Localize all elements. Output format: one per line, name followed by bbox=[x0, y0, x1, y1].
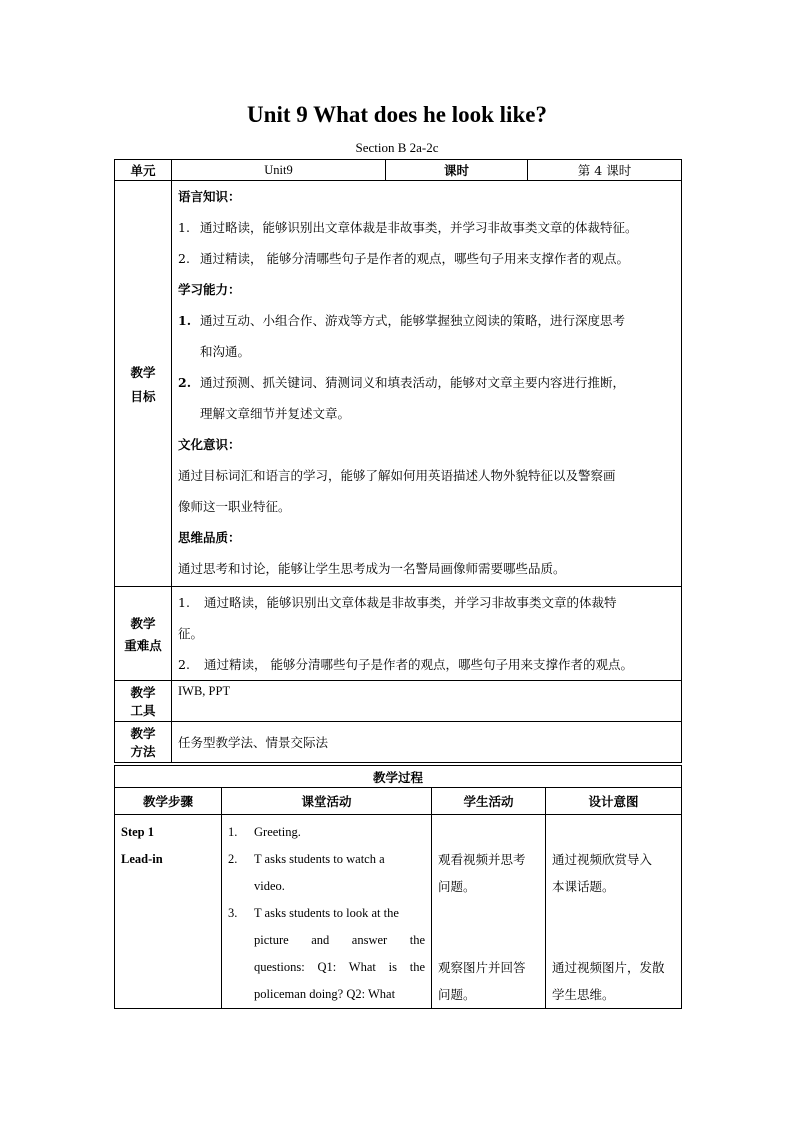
objectives-content bbox=[172, 181, 682, 587]
culture-text-1: 通过目标词汇和语言的学习，能够了解如何用英语描述人物外貌特征以及警察画 bbox=[178, 468, 616, 483]
key-point-2: 2. 通过精读， 能够分清哪些句子是作者的观点，哪些句子用来支撑作者的观点。 bbox=[178, 657, 633, 672]
ability-item-1-cont: 和沟通。 bbox=[200, 344, 251, 359]
col-intent: 设计意图 bbox=[546, 788, 682, 815]
key-point-1: 1. 通过略读，能够识别出文章体裁是非故事类，并学习非故事类文章的体裁特 bbox=[178, 595, 617, 610]
process-columns-row bbox=[115, 788, 682, 815]
page-subtitle: Section B 2a-2c bbox=[355, 140, 439, 155]
language-item-1: 1. 通过略读，能够识别出文章体裁是非故事类，并学习非故事类文章的体裁特征。 bbox=[178, 220, 638, 235]
key-points-label: 教学 重难点 bbox=[115, 587, 172, 681]
key-points-content bbox=[172, 587, 682, 681]
culture-text-2: 像师这一职业特征。 bbox=[178, 499, 291, 514]
objectives-label: 教学 目标 bbox=[115, 181, 172, 587]
period-label: 课时 bbox=[386, 160, 528, 181]
ability-heading: 学习能力： bbox=[178, 282, 241, 297]
language-heading: 语言知识： bbox=[178, 189, 241, 204]
step-1-student: 观看视频并思考 问题。 观察图片并回答 问题。 bbox=[432, 815, 546, 1009]
ability-item-1: 1. 通过互动、小组合作、游戏等方式，能够掌握独立阅读的策略，进行深度思考 bbox=[178, 313, 626, 328]
ability-item-2: 2. 通过预测、抓关键词、猜测词义和填表活动，能够对文章主要内容进行推断， bbox=[178, 375, 626, 390]
methods-label: 教学 方法 bbox=[115, 722, 172, 763]
methods-row bbox=[115, 722, 682, 763]
col-steps: 教学步骤 bbox=[115, 788, 222, 815]
step-1-activities: 1. Greeting. 2. T asks students to watch a video. 3. T asks students to look at the picture and answer the questions: Q1: What is the policeman doing? Q2: What bbox=[222, 815, 432, 1009]
period-value: 第 4 课时 bbox=[528, 160, 682, 181]
culture-heading: 文化意识： bbox=[178, 437, 241, 452]
objectives-row bbox=[115, 181, 682, 587]
header-row bbox=[115, 160, 682, 181]
ability-item-2-cont: 理解文章细节并复述文章。 bbox=[200, 406, 351, 421]
key-point-1-cont: 征。 bbox=[178, 626, 204, 641]
thinking-heading: 思维品质： bbox=[178, 530, 241, 545]
methods-value: 任务型教学法、情景交际法 bbox=[172, 722, 682, 763]
key-points-row bbox=[115, 587, 682, 681]
unit-value: Unit9 bbox=[172, 160, 386, 181]
activity-2: 2. T asks students to watch a bbox=[228, 852, 385, 866]
tools-label: 教学 工具 bbox=[115, 681, 172, 722]
col-activities: 课堂活动 bbox=[222, 788, 432, 815]
activity-3: 3. T asks students to look at the bbox=[228, 906, 399, 920]
step-1-intent: 通过视频欣赏导入 本课话题。 通过视频图片，发散 学生思维。 bbox=[546, 815, 682, 1009]
lesson-plan-table bbox=[114, 159, 682, 763]
language-item-2: 2. 通过精读， 能够分清哪些句子是作者的观点，哪些句子用来支撑作者的观点。 bbox=[178, 251, 629, 266]
step-1-row bbox=[115, 815, 682, 1009]
tools-value: IWB, PPT bbox=[172, 681, 682, 722]
process-table bbox=[114, 765, 682, 1009]
tools-row bbox=[115, 681, 682, 722]
thinking-text: 通过思考和讨论，能够让学生思考成为一名警局画像师需要哪些品质。 bbox=[178, 561, 566, 576]
page-title: Unit 9 What does he look like? bbox=[247, 102, 547, 127]
unit-label: 单元 bbox=[115, 160, 172, 181]
process-heading-row bbox=[115, 766, 682, 788]
process-heading: 教学过程 bbox=[115, 766, 682, 788]
step-1-label: Step 1 Lead-in bbox=[115, 815, 222, 1009]
col-student: 学生活动 bbox=[432, 788, 546, 815]
activity-1: 1. Greeting. bbox=[228, 825, 301, 839]
